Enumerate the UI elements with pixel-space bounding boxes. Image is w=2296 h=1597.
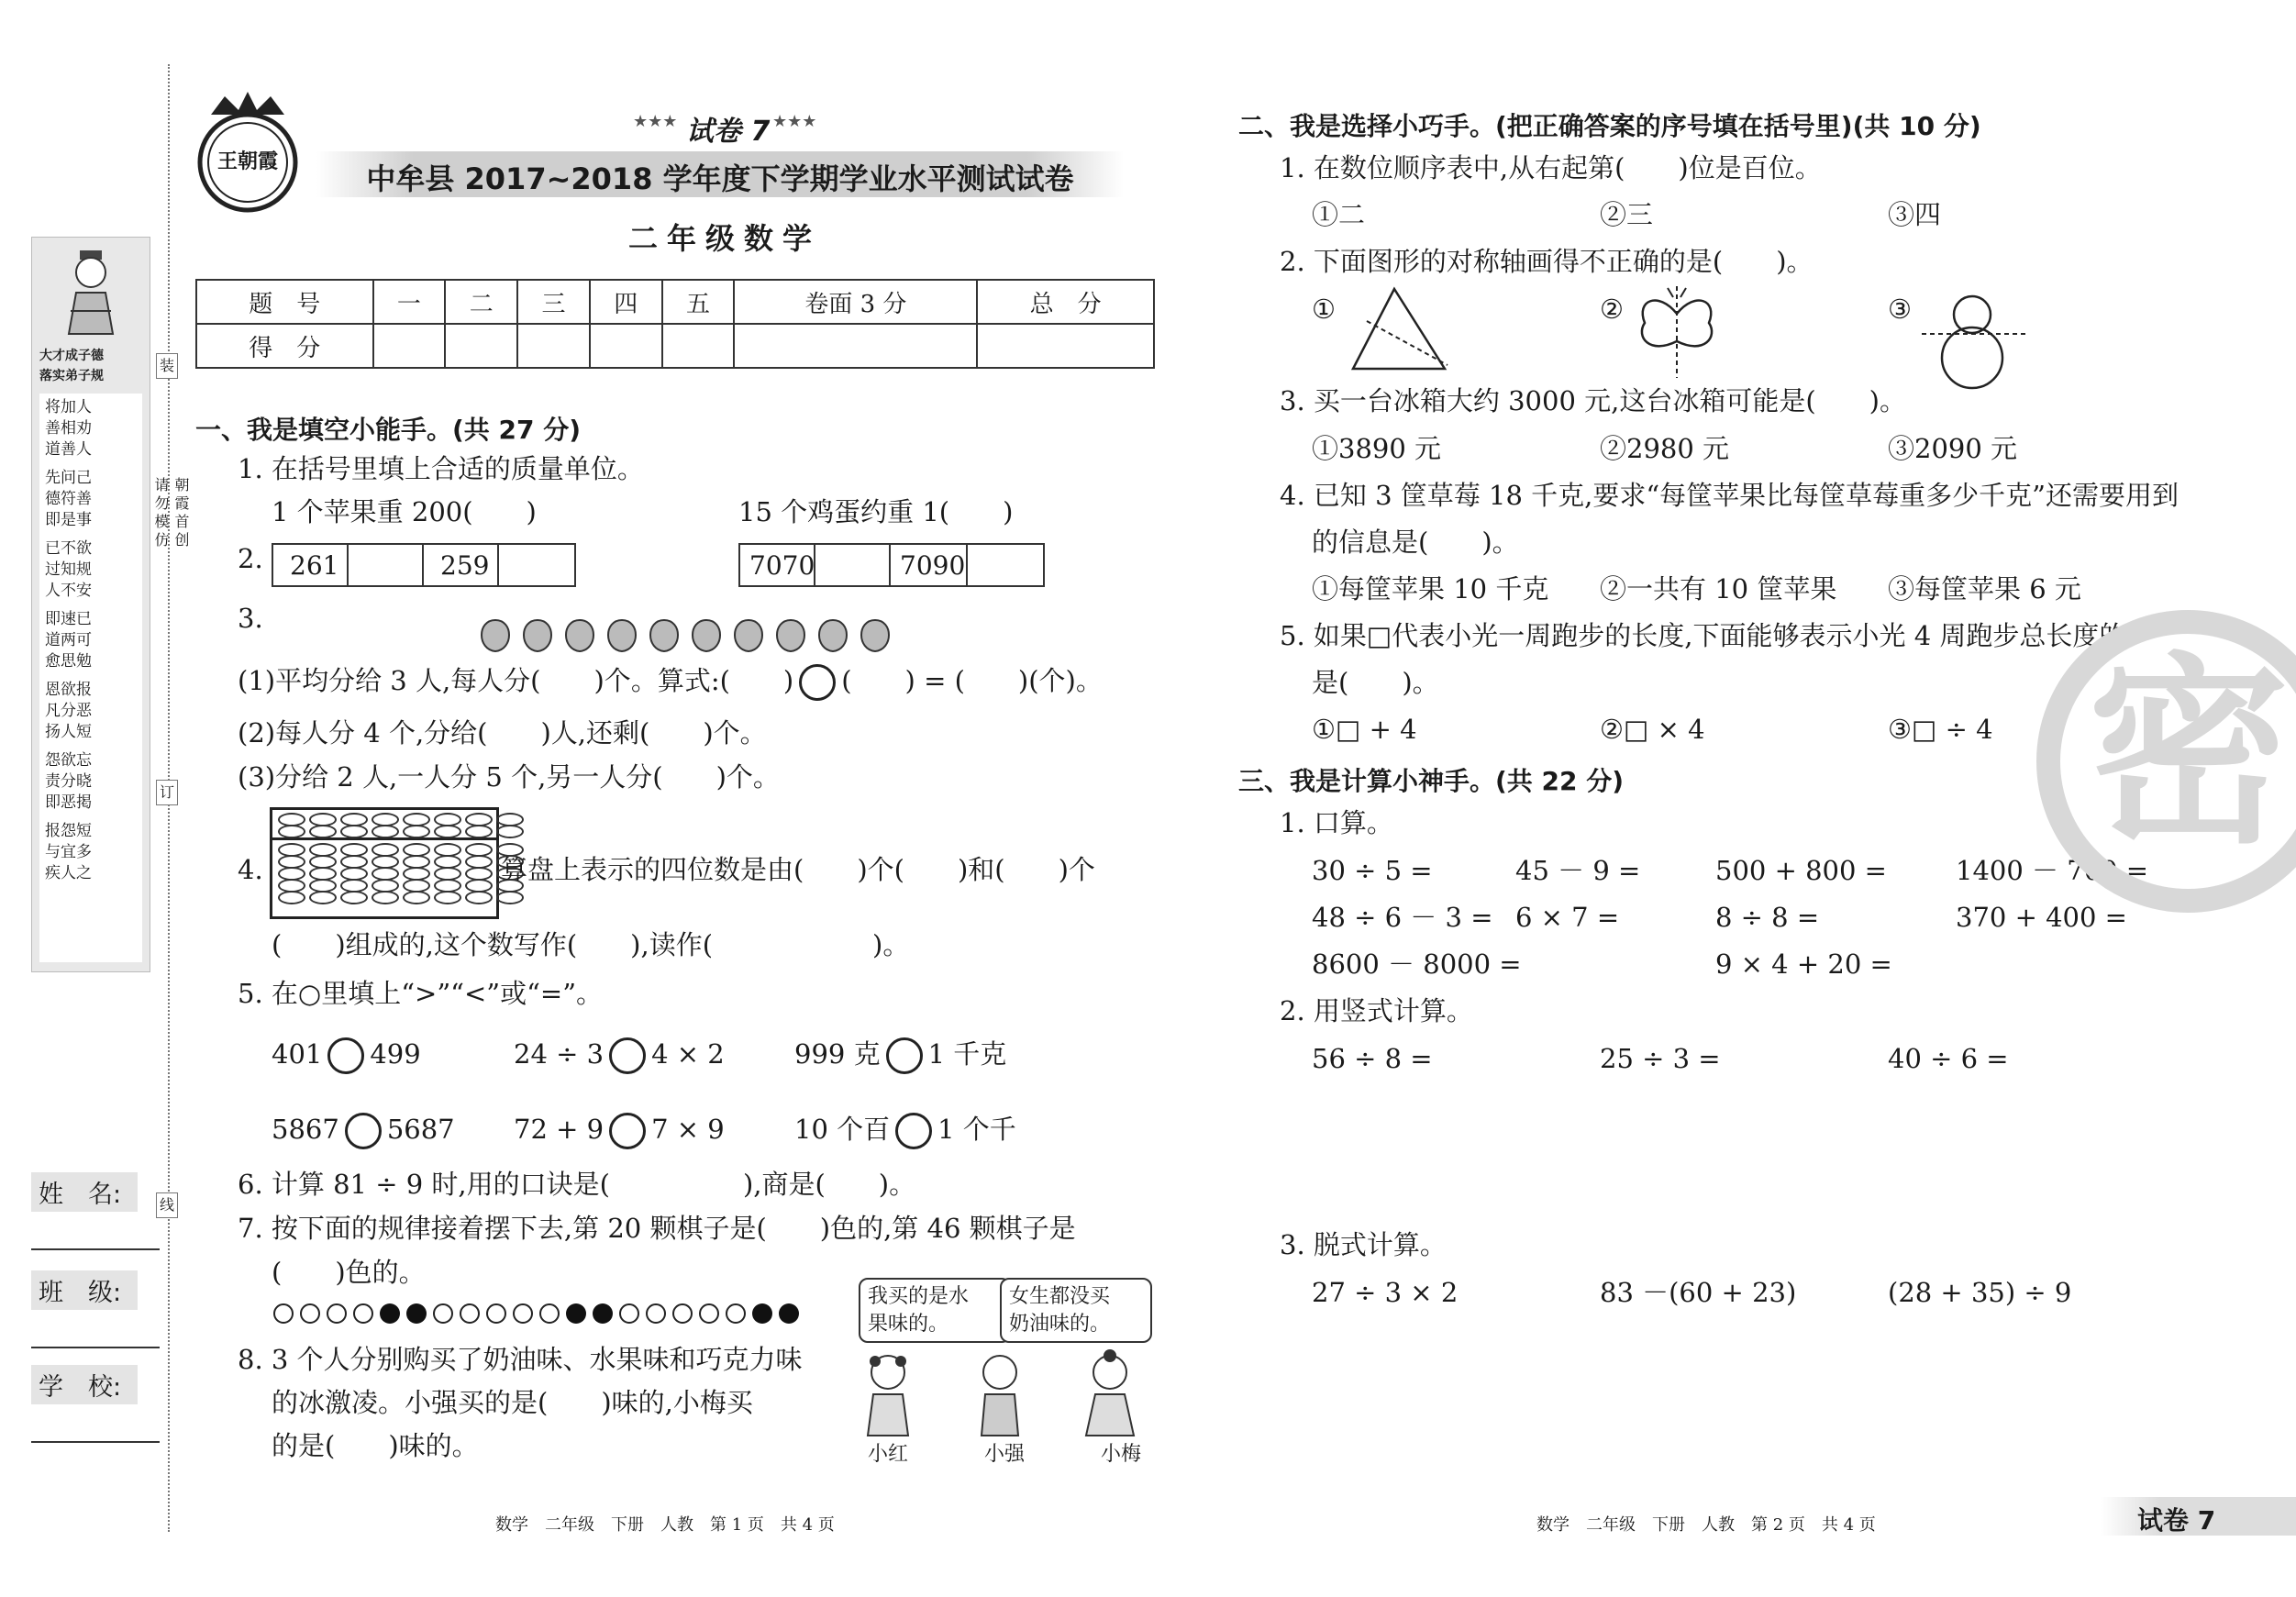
butterfly-figure: [1631, 286, 1723, 382]
s1-q4b: ( )组成的,这个数写作( ),读作( )。: [272, 929, 910, 960]
peach-icon: [777, 620, 804, 651]
black-stone: [779, 1303, 799, 1324]
compare-item: 5867 5687: [272, 1113, 455, 1149]
bead-icon: [309, 825, 337, 838]
peach-icon: [819, 620, 847, 651]
bead-icon: [496, 825, 524, 838]
motto-line: 落实弟子规: [39, 369, 104, 384]
compare-item: 72 + 9 7 × 9: [514, 1113, 725, 1149]
bead-icon: [403, 825, 430, 838]
kid-name: 小梅: [1101, 1443, 1142, 1466]
brand-logo: [193, 87, 303, 216]
proverb-block: [39, 394, 142, 962]
proverb: 过知规: [45, 560, 92, 579]
s3-q1: 1. 口算。: [1280, 807, 1393, 838]
option[interactable]: ②三: [1600, 199, 1654, 230]
motto-panel: [31, 237, 150, 972]
proverb: 扬人短: [45, 723, 92, 741]
bead-icon: [496, 891, 524, 904]
white-stone: [460, 1303, 480, 1324]
section1-title: 一、我是填空小能手。(共 27 分): [195, 415, 582, 445]
proverb: 即速已: [45, 610, 92, 628]
side-note: 朝霞首创 请勿模仿: [152, 477, 190, 550]
compare-circle[interactable]: [345, 1113, 382, 1149]
table-header: 四: [590, 280, 662, 324]
oral-item: 9 × 4 + 20 =: [1715, 948, 1892, 980]
black-stone: [752, 1303, 772, 1324]
white-stone: [699, 1303, 719, 1324]
triangle-figure: [1348, 284, 1459, 380]
snowman-figure: [1917, 292, 2027, 396]
compare-item: 24 ÷ 3 4 × 2: [514, 1037, 725, 1074]
proverb: 善相劝: [45, 419, 92, 438]
margin-label-zhuang: 装: [156, 353, 178, 379]
s1-q3-label: 3.: [238, 603, 263, 634]
peach-icon: [693, 620, 720, 651]
proverb: 怨欲忘: [45, 751, 92, 770]
peaches-illustration: [477, 613, 899, 655]
proverb: 将加人: [45, 398, 92, 416]
speech-bubble-xiaomei: 女生都没买 奶油味的。: [1000, 1278, 1152, 1343]
s2-q1: 1. 在数位顺序表中,从右起第( )位是百位。: [1280, 152, 1822, 183]
proverb: 德符善: [45, 490, 92, 508]
s1-q6: 6. 计算 81 ÷ 9 时,用的口诀是( ),商是( )。: [238, 1169, 916, 1200]
proverb: 人不安: [45, 582, 92, 600]
score-cell[interactable]: [517, 324, 590, 368]
stepwise-calc: 83 －(60 + 23): [1600, 1277, 1797, 1308]
badge-stars: ★★★: [772, 112, 817, 131]
score-cell[interactable]: [734, 324, 977, 368]
compare-circle[interactable]: [609, 1037, 646, 1074]
white-stone: [619, 1303, 639, 1324]
oral-item: 6 × 7 =: [1515, 902, 1620, 933]
proverb: 疾人之: [45, 864, 92, 882]
class-label: 班 级:: [31, 1270, 138, 1310]
s1-q4a: 算盘上表示的四位数是由( )个( )和( )个: [501, 854, 1095, 885]
table-header: 二: [445, 280, 517, 324]
bead-icon: [372, 825, 399, 838]
white-stone: [433, 1303, 453, 1324]
class-field[interactable]: [31, 1270, 160, 1348]
operator-circle[interactable]: [799, 664, 836, 701]
s1-q8c: 的是( )味的。: [272, 1430, 479, 1461]
name-label: 姓 名:: [31, 1172, 138, 1212]
option[interactable]: ①每筐苹果 10 千克: [1312, 573, 1549, 604]
compare-circle[interactable]: [895, 1113, 932, 1149]
option[interactable]: ①二: [1312, 199, 1366, 230]
white-stone: [486, 1303, 506, 1324]
header-badge: 试卷 7: [686, 116, 771, 148]
s2-q4a: 4. 已知 3 筐草莓 18 千克,要求“每筐苹果比每筐草莓重多少千克”还需要用到: [1280, 480, 2179, 511]
s3-q2: 2. 用竖式计算。: [1280, 995, 1473, 1026]
table-header: 三: [517, 280, 590, 324]
bead-icon: [340, 891, 368, 904]
kid-illustrations: [862, 1348, 1156, 1440]
bead-icon: [278, 891, 305, 904]
compare-circle[interactable]: [327, 1037, 364, 1074]
peach-icon: [861, 620, 889, 651]
s1-q8b: 的冰激凌。小强买的是( )味的,小梅买: [272, 1387, 753, 1418]
chess-pattern: [273, 1303, 805, 1324]
seq-cell[interactable]: [499, 545, 574, 585]
score-cell[interactable]: [373, 324, 446, 368]
stepwise-calc: 27 ÷ 3 × 2: [1312, 1277, 1459, 1308]
speech-bubble-xiaohong: 我买的是水 果味的。: [859, 1278, 1011, 1343]
abacus-icon: [270, 807, 499, 919]
q3-1-text: (1)平均分给 3 人,每人分( )个。算式:( ): [238, 665, 794, 696]
bead-icon: [372, 891, 399, 904]
peach-icon: [482, 620, 509, 651]
stepwise-calc: (28 + 35) ÷ 9: [1888, 1277, 2072, 1308]
peach-icon: [735, 620, 762, 651]
seq-cell[interactable]: [349, 545, 424, 585]
table-header: 卷面 3 分: [734, 280, 977, 324]
table-header: 总 分: [977, 280, 1154, 324]
seal-char: 密: [2088, 636, 2290, 871]
logo-text: 王朝霞: [216, 150, 278, 173]
s1-q8a: 8. 3 个人分别购买了奶油味、水果味和巧克力味: [238, 1344, 803, 1375]
exam-title: 中牟县 2017~2018 学年度下学期学业水平测试试卷: [366, 161, 1074, 196]
bead-icon: [403, 891, 430, 904]
s1-q3-1: [238, 664, 1103, 701]
white-stone: [539, 1303, 560, 1324]
subject-title: 二年级数学: [627, 221, 821, 256]
vertical-calc: 56 ÷ 8 =: [1312, 1043, 1433, 1074]
footer-right: 数学 二年级 下册 人教 第 2 页 共 4 页: [1536, 1515, 1876, 1535]
seq-cell: 261: [273, 545, 349, 585]
table-header: 一: [373, 280, 446, 324]
black-stone: [593, 1303, 613, 1324]
school-label: 学 校:: [31, 1365, 138, 1404]
oral-item: 1400 － 700 =: [1956, 855, 2149, 886]
s1-q7a: 7. 按下面的规律接着摆下去,第 20 颗棋子是( )色的,第 46 颗棋子是: [238, 1213, 1076, 1244]
proverb: 报怨短: [45, 822, 92, 840]
proverb: 已不欲: [45, 539, 92, 558]
q3-1-text-end: ( ) = ( )(个)。: [841, 665, 1103, 696]
bead-icon: [278, 825, 305, 838]
compare-item: 999 克 1 千克: [794, 1037, 1006, 1074]
peach-icon: [524, 620, 551, 651]
proverb: 凡分恶: [45, 702, 92, 720]
name-field[interactable]: [31, 1172, 160, 1250]
white-stone: [300, 1303, 320, 1324]
oral-item: 8 ÷ 8 =: [1715, 902, 1820, 933]
bead-icon: [434, 825, 461, 838]
score-cell[interactable]: [590, 324, 662, 368]
footer-badge: 试卷 7: [2137, 1505, 2216, 1536]
option[interactable]: ②2980 元: [1600, 433, 1730, 464]
bead-icon: [465, 891, 493, 904]
option[interactable]: ③□ ÷ 4: [1888, 714, 1993, 745]
black-stone: [380, 1303, 400, 1324]
peach-icon: [650, 620, 678, 651]
school-field[interactable]: [31, 1365, 160, 1443]
option[interactable]: ③四: [1888, 199, 1942, 230]
seq-cell: 7090: [891, 545, 968, 585]
seq-cell[interactable]: [815, 545, 891, 585]
section2-title: 二、我是选择小巧手。(把正确答案的序号填在括号里)(共 10 分): [1238, 111, 1981, 141]
oral-item: 45 － 9 =: [1515, 855, 1641, 886]
oral-item: 30 ÷ 5 =: [1312, 855, 1433, 886]
seq-cell: 259: [424, 545, 499, 585]
black-stone: [566, 1303, 586, 1324]
option[interactable]: ③每筐苹果 6 元: [1888, 573, 2081, 604]
motto-line: 大才成子德: [39, 349, 104, 363]
s1-q5: 5. 在○里填上“>”“<”或“=”。: [238, 978, 604, 1009]
scholar-illustration: [60, 247, 122, 338]
option[interactable]: ②□ × 4: [1600, 714, 1705, 745]
kid-name: 小强: [984, 1443, 1026, 1466]
option[interactable]: ③2090 元: [1888, 433, 2018, 464]
score-table: [195, 279, 1155, 369]
black-stone: [406, 1303, 427, 1324]
s1-q1b: 15 个鸡蛋约重 1( ): [738, 496, 1014, 527]
figure-mark[interactable]: ③: [1888, 294, 1912, 325]
oral-item: 500 + 800 =: [1715, 855, 1887, 886]
s1-q7b: ( )色的。: [272, 1257, 426, 1288]
score-header-row: [196, 280, 1154, 324]
compare-item: 10 个百 1 个千: [794, 1113, 1016, 1149]
table-header: 题 号: [196, 280, 373, 324]
bead-icon: [340, 825, 368, 838]
oral-item: 370 + 400 =: [1956, 902, 2127, 933]
s1-q1: 1. 在括号里填上合适的质量单位。: [238, 453, 644, 484]
row-label: 得 分: [196, 324, 373, 368]
compare-item: 401 499: [272, 1037, 421, 1074]
compare-circle[interactable]: [886, 1037, 923, 1074]
proverb: 愈思勉: [45, 652, 92, 671]
white-stone: [726, 1303, 746, 1324]
s2-q2: 2. 下面图形的对称轴画得不正确的是( )。: [1280, 246, 1814, 277]
s2-q3: 3. 买一台冰箱大约 3000 元,这台冰箱可能是( )。: [1280, 385, 1906, 416]
white-stone: [273, 1303, 294, 1324]
white-stone: [672, 1303, 693, 1324]
s1-q1a: 1 个苹果重 200( ): [272, 496, 537, 527]
table-header: 五: [662, 280, 735, 324]
oral-item: 48 ÷ 6 － 3 =: [1312, 902, 1493, 933]
vertical-calc: 25 ÷ 3 =: [1600, 1043, 1721, 1074]
vertical-calc: 40 ÷ 6 =: [1888, 1043, 2009, 1074]
s1-q3-2: (2)每人分 4 个,分给( )人,还剩( )个。: [238, 717, 767, 749]
bead-icon: [309, 891, 337, 904]
figure-mark[interactable]: ①: [1312, 294, 1336, 325]
white-stone: [353, 1303, 373, 1324]
score-cell[interactable]: [977, 324, 1154, 368]
seq-cell: 7070: [740, 545, 815, 585]
white-stone: [513, 1303, 533, 1324]
option[interactable]: ①3890 元: [1312, 433, 1442, 464]
s1-q2-label: 2.: [238, 543, 263, 574]
s2-q5b: 是( )。: [1312, 667, 1439, 698]
score-cell[interactable]: [445, 324, 517, 368]
s3-q3: 3. 脱式计算。: [1280, 1229, 1447, 1260]
white-stone: [327, 1303, 347, 1324]
s2-q4b: 的信息是( )。: [1312, 527, 1519, 558]
score-cell[interactable]: [662, 324, 735, 368]
oral-item: 8600 － 8000 =: [1312, 948, 1522, 980]
badge-stars: ★★★: [633, 112, 678, 131]
proverb: 先问己: [45, 469, 92, 487]
peach-icon: [566, 620, 593, 651]
peach-icon: [608, 620, 636, 651]
number-sequence-1: [272, 543, 576, 587]
proverb: 与宜多: [45, 843, 92, 861]
bead-icon: [434, 891, 461, 904]
figure-mark[interactable]: ②: [1600, 294, 1624, 325]
kid-name: 小红: [868, 1443, 909, 1466]
seq-cell[interactable]: [968, 545, 1043, 585]
score-row: [196, 324, 1154, 368]
option[interactable]: ①□ + 4: [1312, 714, 1417, 745]
proverb: 责分晓: [45, 772, 92, 791]
proverb: 道善人: [45, 440, 92, 459]
footer-left: 数学 二年级 下册 人教 第 1 页 共 4 页: [495, 1515, 835, 1535]
s2-q5a: 5. 如果□代表小光一周跑步的长度,下面能够表示小光 4 周跑步总长度的: [1280, 620, 2126, 651]
margin-label-xian: 线: [156, 1192, 178, 1218]
proverb: 道两可: [45, 631, 92, 649]
s1-q3-3: (3)分给 2 人,一人分 5 个,另一人分( )个。: [238, 761, 780, 793]
bead-icon: [465, 825, 493, 838]
margin-label-ding: 订: [156, 780, 178, 805]
section3-title: 三、我是计算小神手。(共 22 分): [1238, 766, 1625, 796]
option[interactable]: ②一共有 10 筐苹果: [1600, 573, 1837, 604]
s1-q4-label: 4.: [238, 854, 263, 885]
proverb: 恩欲报: [45, 681, 92, 699]
compare-circle[interactable]: [609, 1113, 646, 1149]
proverb: 即是事: [45, 511, 92, 529]
proverb: 即恶掲: [45, 793, 92, 812]
number-sequence-2: [738, 543, 1045, 587]
white-stone: [646, 1303, 666, 1324]
